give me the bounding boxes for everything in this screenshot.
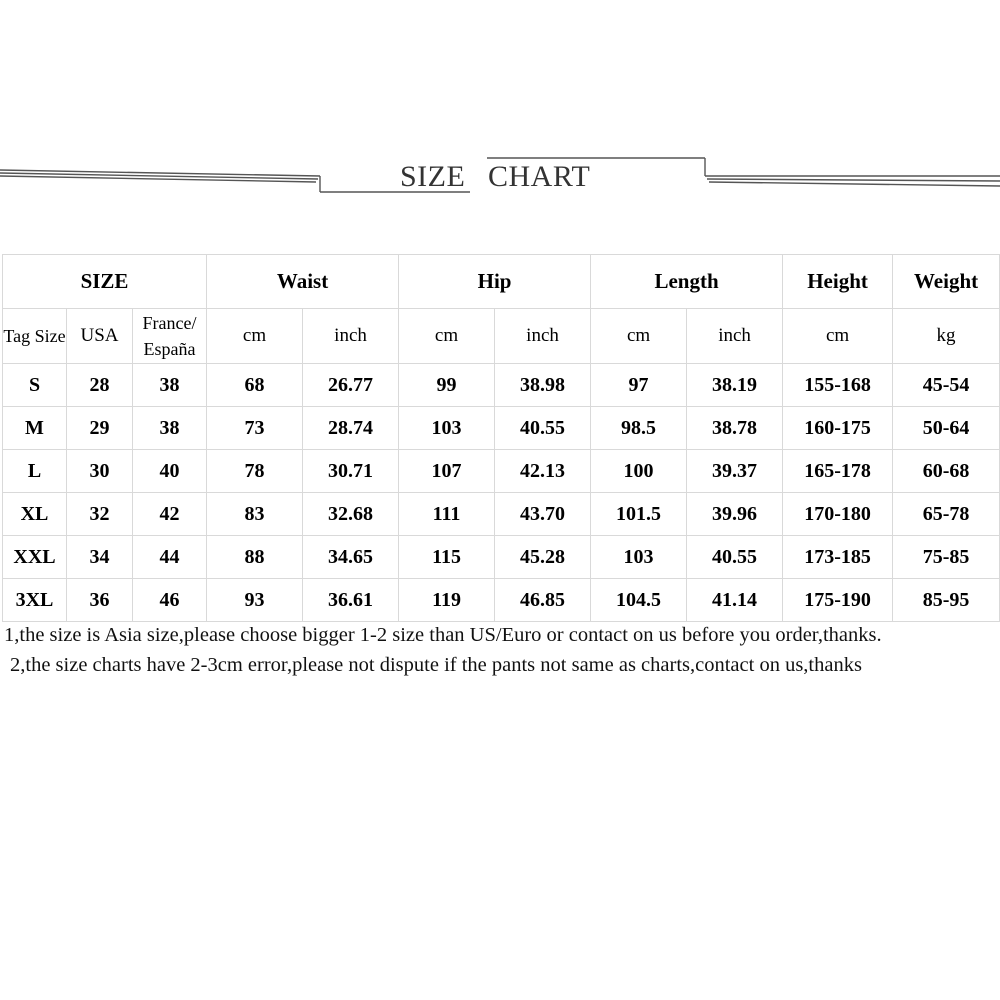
table-cell: 40.55 xyxy=(495,407,591,450)
table-cell: 36 xyxy=(67,579,133,622)
table-cell: 170-180 xyxy=(783,493,893,536)
table-cell: 107 xyxy=(399,450,495,493)
table-cell: 103 xyxy=(591,536,687,579)
table-cell: 32.68 xyxy=(303,493,399,536)
table-cell: 104.5 xyxy=(591,579,687,622)
unit-height-cm: cm xyxy=(783,309,893,364)
table-row xyxy=(3,536,1000,579)
table-cell: 101.5 xyxy=(591,493,687,536)
table-cell: 38.78 xyxy=(687,407,783,450)
table-cell: 26.77 xyxy=(303,364,399,407)
table-cell: 88 xyxy=(207,536,303,579)
table-cell: 60-68 xyxy=(893,450,1000,493)
table-cell: 165-178 xyxy=(783,450,893,493)
unit-header-row xyxy=(3,309,1000,364)
table-cell: 32 xyxy=(67,493,133,536)
table-cell: 38 xyxy=(133,364,207,407)
unit-usa: USA xyxy=(67,309,133,364)
table-cell: 97 xyxy=(591,364,687,407)
table-cell: 93 xyxy=(207,579,303,622)
table-cell: 173-185 xyxy=(783,536,893,579)
table-cell: L xyxy=(3,450,67,493)
table-cell: 29 xyxy=(67,407,133,450)
table-cell: 41.14 xyxy=(687,579,783,622)
unit-length-inch: inch xyxy=(687,309,783,364)
unit-hip-cm: cm xyxy=(399,309,495,364)
note-1: 1,the size is Asia size,please choose bigger 1-2 size than US/Euro or contact on us before you order,thanks. xyxy=(4,624,882,646)
title-size: SIZE xyxy=(400,160,466,193)
table-cell: 44 xyxy=(133,536,207,579)
table-cell: 42.13 xyxy=(495,450,591,493)
table-cell: 103 xyxy=(399,407,495,450)
table-row xyxy=(3,579,1000,622)
page-title xyxy=(0,160,1000,196)
table-row xyxy=(3,493,1000,536)
table-cell: 155-168 xyxy=(783,364,893,407)
table-cell: 111 xyxy=(399,493,495,536)
table-cell: 68 xyxy=(207,364,303,407)
unit-tag-size: Tag Size xyxy=(3,309,67,364)
table-cell: 38.19 xyxy=(687,364,783,407)
table-cell: 175-190 xyxy=(783,579,893,622)
header-height: Height xyxy=(783,255,893,309)
header-size: SIZE xyxy=(3,255,207,309)
table-cell: 50-64 xyxy=(893,407,1000,450)
table-cell: 65-78 xyxy=(893,493,1000,536)
table-cell: XXL xyxy=(3,536,67,579)
size-chart-table xyxy=(2,254,1000,622)
table-cell: 38 xyxy=(133,407,207,450)
table-cell: 46 xyxy=(133,579,207,622)
unit-waist-cm: cm xyxy=(207,309,303,364)
table-cell: 119 xyxy=(399,579,495,622)
table-cell: 34 xyxy=(67,536,133,579)
note-2: 2,the size charts have 2-3cm error,please not dispute if the pants not same as charts,contact on us,thanks xyxy=(10,654,862,676)
unit-waist-inch: inch xyxy=(303,309,399,364)
unit-weight-kg: kg xyxy=(893,309,1000,364)
header-length: Length xyxy=(591,255,783,309)
table-cell: 99 xyxy=(399,364,495,407)
table-cell: 83 xyxy=(207,493,303,536)
table-cell: S xyxy=(3,364,67,407)
table-row xyxy=(3,407,1000,450)
table-cell: 115 xyxy=(399,536,495,579)
table-cell: 28.74 xyxy=(303,407,399,450)
table-cell: 28 xyxy=(67,364,133,407)
table-cell: 75-85 xyxy=(893,536,1000,579)
unit-length-cm: cm xyxy=(591,309,687,364)
table-cell: 30.71 xyxy=(303,450,399,493)
unit-hip-inch: inch xyxy=(495,309,591,364)
table-cell: 43.70 xyxy=(495,493,591,536)
table-cell: 100 xyxy=(591,450,687,493)
table-cell: 36.61 xyxy=(303,579,399,622)
table-cell: 73 xyxy=(207,407,303,450)
table-cell: XL xyxy=(3,493,67,536)
table-cell: 39.37 xyxy=(687,450,783,493)
title-chart: CHART xyxy=(488,160,591,193)
group-header-row xyxy=(3,255,1000,309)
table-cell: 85-95 xyxy=(893,579,1000,622)
table-cell: 39.96 xyxy=(687,493,783,536)
table-cell: 46.85 xyxy=(495,579,591,622)
header-hip: Hip xyxy=(399,255,591,309)
header-weight: Weight xyxy=(893,255,1000,309)
table-cell: 34.65 xyxy=(303,536,399,579)
header-waist: Waist xyxy=(207,255,399,309)
table-cell: 40.55 xyxy=(687,536,783,579)
table-cell: 160-175 xyxy=(783,407,893,450)
table-cell: 45-54 xyxy=(893,364,1000,407)
table-cell: 98.5 xyxy=(591,407,687,450)
table-cell: 45.28 xyxy=(495,536,591,579)
table-row xyxy=(3,364,1000,407)
table-cell: 78 xyxy=(207,450,303,493)
unit-france-espana: France/ España xyxy=(133,309,207,364)
notes xyxy=(0,620,1000,680)
table-cell: 38.98 xyxy=(495,364,591,407)
table-cell: 3XL xyxy=(3,579,67,622)
table-cell: M xyxy=(3,407,67,450)
table-cell: 30 xyxy=(67,450,133,493)
table-cell: 40 xyxy=(133,450,207,493)
table-row xyxy=(3,450,1000,493)
table-cell: 42 xyxy=(133,493,207,536)
